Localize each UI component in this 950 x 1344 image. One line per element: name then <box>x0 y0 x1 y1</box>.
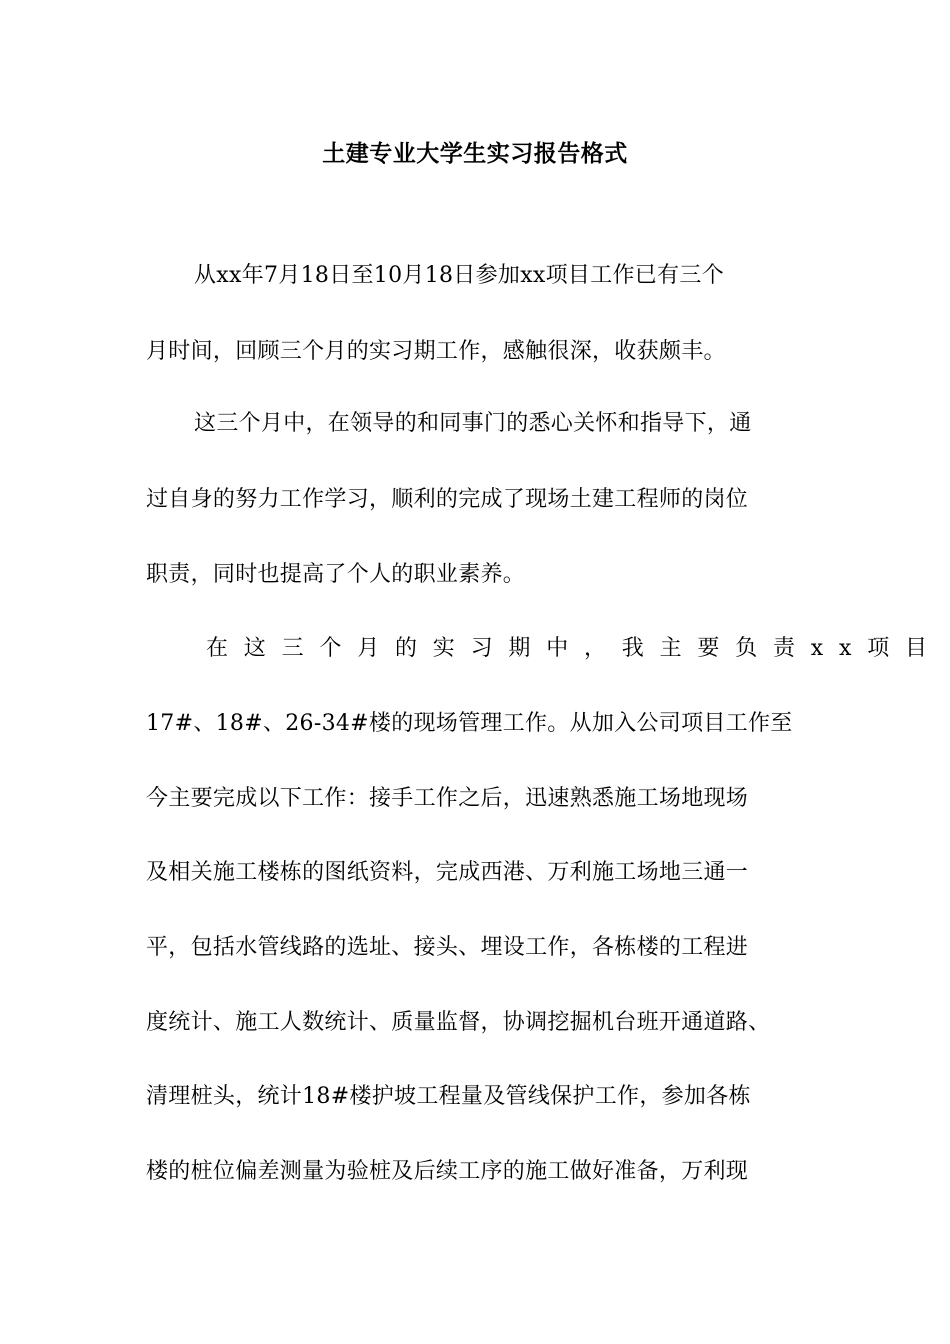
paragraph-line: 过自身的努力工作学习，顺利的完成了现场土建工程师的岗位 <box>146 487 749 512</box>
paragraph-line-justified <box>206 631 943 667</box>
paragraph-line: 从xx年7月18日至10月18日参加xx项目工作已有三个 <box>194 263 725 288</box>
paragraph-line: 职责，同时也提高了个人的职业素养。 <box>146 562 526 587</box>
paragraph-line: 清理桩头，统计18#楼护坡工程量及管线保护工作，参加各栋 <box>146 1084 751 1109</box>
paragraph-line: 17#、18#、26-34#楼的现场管理工作。从加入公司项目工作至 <box>146 711 793 736</box>
paragraph-line: 今主要完成以下工作：接手工作之后，迅速熟悉施工场地现场 <box>146 786 749 811</box>
paragraph-line: 在这三个月的实习期中，我主要负责xx项目 <box>206 636 943 661</box>
paragraph-line: 这三个月中，在领导的和同事门的悉心关怀和指导下，通 <box>194 411 752 436</box>
paragraph-line: 及相关施工楼栋的图纸资料，完成西港、万利施工场地三通一 <box>146 860 749 885</box>
document-title: 土建专业大学生实习报告格式 <box>322 140 628 167</box>
paragraph-line: 楼的桩位偏差测量为验桩及后续工序的施工做好准备，万利现 <box>146 1159 749 1184</box>
paragraph-line: 月时间，回顾三个月的实习期工作，感触很深，收获颇丰。 <box>146 339 726 364</box>
paragraph-line: 度统计、施工人数统计、质量监督，协调挖掘机台班开通道路、 <box>146 1010 771 1035</box>
paragraph-line: 平，包括水管线路的选址、接头、埋设工作，各栋楼的工程进 <box>146 935 749 960</box>
